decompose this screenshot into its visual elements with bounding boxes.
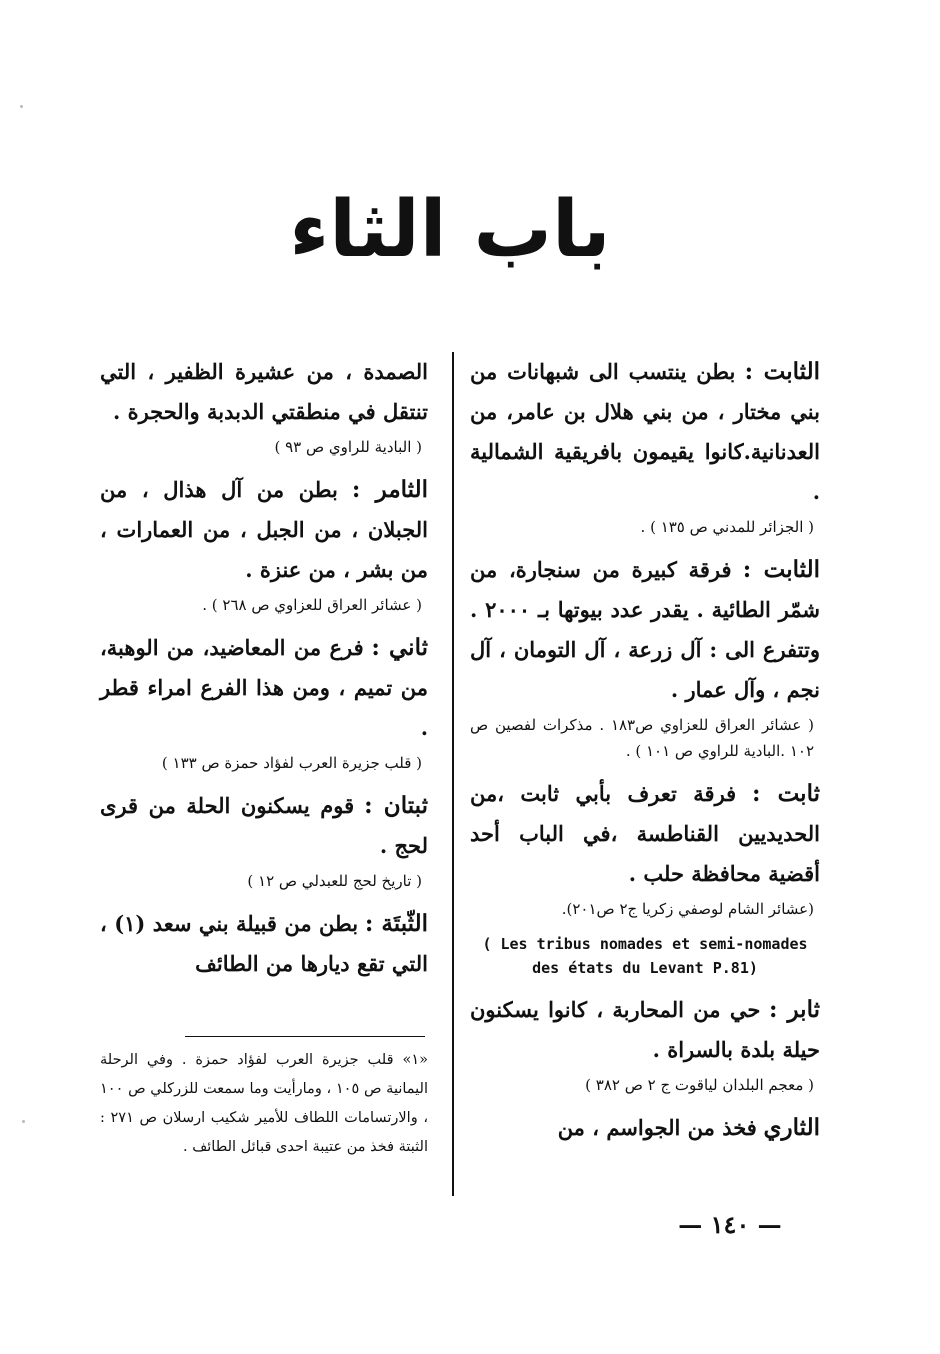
entry-text — [100, 904, 428, 984]
dictionary-entry — [470, 990, 820, 1098]
entry-source: ( الجزائر للمدني ص ١٣٥ ) . — [640, 518, 814, 536]
entry-body: بطن من آل هذال ، من الجبلان ، من الجبل ، من العمارات ، من بشر ، من عنزة . — [100, 477, 428, 582]
entry-body: فرع من المعاضيد، من الوهبة، من تميم ، ومن هذا الفرع امراء قطر . — [100, 635, 428, 740]
margin-speck — [20, 105, 23, 108]
dictionary-entry — [470, 550, 820, 764]
entry-term: ثابر : — [768, 996, 820, 1023]
entry-source: ( عشائر العراق للعزاوي ص١٨٣ . مذكرات لفصين ص ١٠٢ .البادية للراوي ص ١٠١ ) . — [470, 716, 815, 760]
entry-body: حي من المحاربة ، كانوا يسكنون حيلة بلدة بالسراة . — [470, 997, 820, 1062]
entry-term: ثبتان : — [364, 792, 428, 819]
dictionary-entry — [100, 904, 428, 984]
entry-body: فخذ من الجواسم ، من — [557, 1115, 757, 1140]
entry-term: الثّبتَة : — [364, 910, 428, 937]
entry-source: (عشائر الشام لوصفي زكريا ج٢ ص٢٠١). — [561, 900, 814, 918]
entry-text — [100, 352, 428, 432]
entry-source: ( قلب جزيرة العرب لفؤاد حمزة ص ١٣٣ ) — [161, 754, 422, 772]
dictionary-entry — [470, 774, 820, 980]
entry-source-latin: ( Les tribus nomades et semi-nomades des états du Levant P.81) — [482, 935, 808, 977]
entry-text — [470, 990, 820, 1070]
left-column — [100, 352, 428, 984]
entry-text — [470, 774, 820, 894]
entry-term: الثاري — [763, 1114, 820, 1141]
entry-body: بطن من قبيلة بني سعد (١) ، التي تقع ديارها من الطائف — [100, 911, 428, 976]
entry-text — [100, 628, 428, 748]
entry-body: بطن ينتسب الى شبهانات من بني مختار ، من بني هلال بن عامر، من العدنانية.كانوا يقيمون بافريقية الشمالية . — [470, 359, 820, 504]
entry-source: ( تاريخ لحج للعبدلي ص ١٢ ) — [247, 872, 422, 890]
entry-text — [470, 550, 820, 710]
entry-source: ( عشائر العراق للعزاوي ص ٢٦٨ ) . — [202, 596, 422, 614]
entry-term: الثابت : — [742, 556, 820, 583]
entry-term: ثاني : — [371, 634, 428, 661]
dictionary-entry — [470, 352, 820, 540]
column-divider — [452, 352, 454, 1196]
margin-speck — [22, 1120, 25, 1123]
dictionary-entry — [100, 352, 428, 460]
page-number: — ١٤٠ — — [678, 1210, 782, 1239]
chapter-title: باب الثاء — [289, 185, 611, 275]
entry-body: فرقة كبيرة من سنجارة، من شمّر الطائية . يقدر عدد بيوتها بـ ٢٠٠٠ . وتتفرع الى : آل زرعة ، آل التومان ، آل نجم ، وآل عمار . — [470, 557, 820, 702]
dictionary-entry — [100, 470, 428, 618]
right-column — [470, 352, 820, 1148]
dictionary-entry — [470, 1108, 820, 1148]
dictionary-entry — [100, 786, 428, 894]
entry-body: قوم يسكنون الحلة من قرى لحج . — [100, 793, 428, 858]
entry-source: ( معجم البلدان لياقوت ج ٢ ص ٣٨٢ ) — [585, 1076, 814, 1094]
entry-term: الثابت : — [744, 358, 820, 385]
dictionary-entry — [100, 628, 428, 776]
entry-source: ( البادية للراوي ص ٩٣ ) — [274, 438, 422, 456]
entry-text — [470, 1108, 820, 1148]
entry-body: الصمدة ، من عشيرة الظفير ، التي تنتقل في منطقتي الدبدبة والحجرة . — [100, 359, 428, 424]
footnote-rule — [185, 1036, 425, 1037]
entry-text — [470, 352, 820, 512]
entry-term: ثابت : — [752, 780, 820, 807]
entry-body: فرقة تعرف بأبي ثابت ،من الحديديين القناطسة ،في الباب أحد أقضية محافظة حلب . — [470, 781, 820, 886]
entry-text — [100, 470, 428, 590]
footnote: «١» قلب جزيرة العرب لفؤاد حمزة . وفي الرحلة اليمانية ص ١٠٥ ، ومارأيت وما سمعت للزركلي ص ١٠٠ ، والارتسامات اللطاف للأمير شكيب ارسلان ص ٢٧١ : الثبتة فخذ من عتيبة احدى قبائل الطائف . — [100, 1052, 428, 1155]
entry-text — [100, 786, 428, 866]
entry-term: الثامر : — [351, 476, 428, 503]
